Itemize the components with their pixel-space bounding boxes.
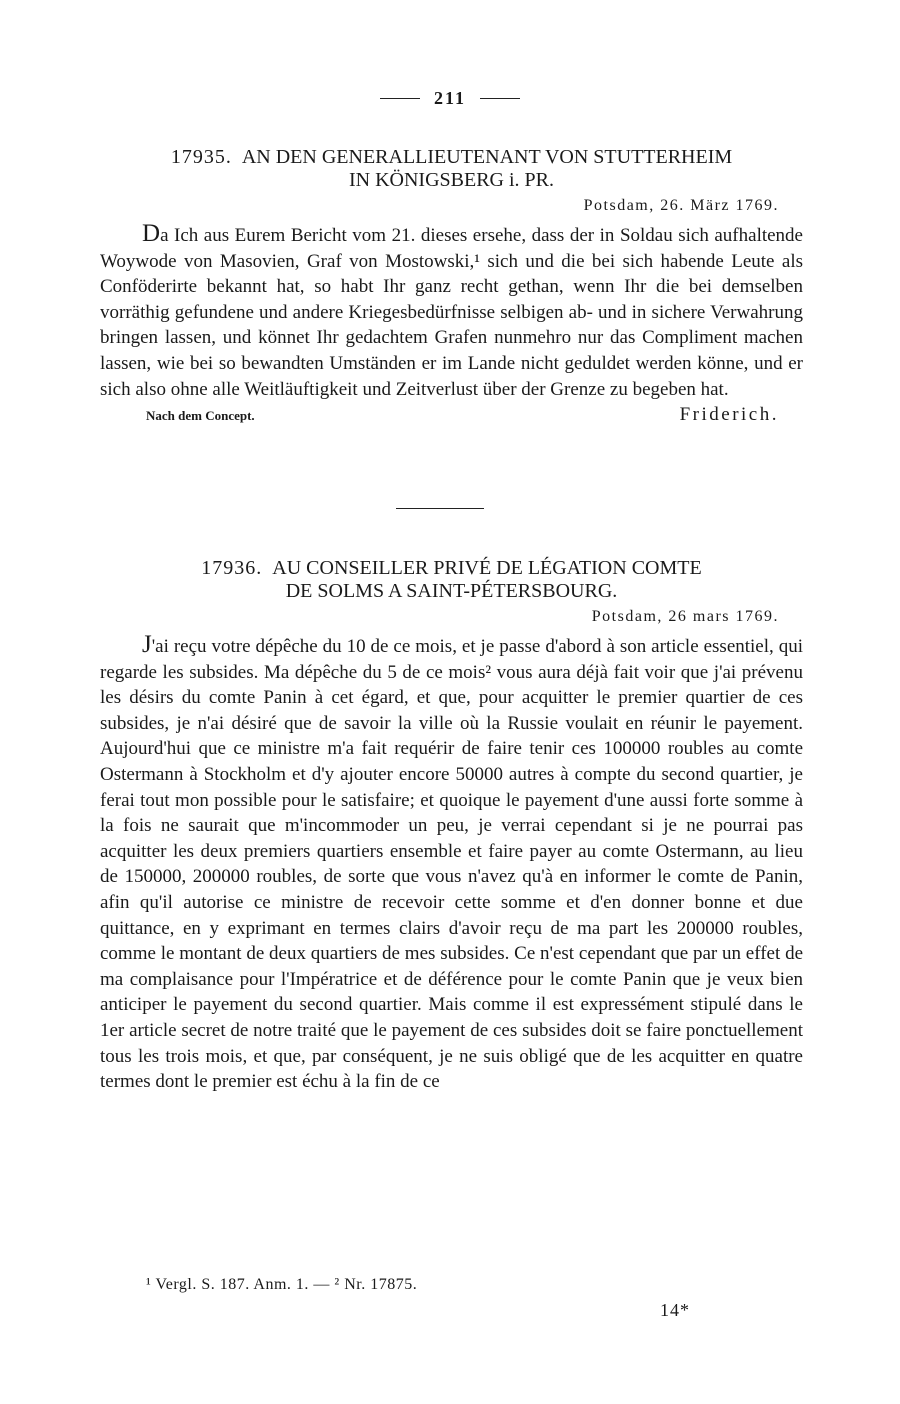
- place-date: Potsdam, 26 mars 1769.: [591, 608, 779, 625]
- header-rule-left: [380, 98, 420, 99]
- letter-closing: [100, 404, 803, 426]
- header-rule-right: [480, 98, 520, 99]
- initial-letter: J: [142, 631, 152, 658]
- page-header: [0, 88, 900, 109]
- heading-line-2: IN KÖNIGSBERG i. PR.: [348, 169, 555, 191]
- section-separator: [396, 508, 484, 509]
- heading-line-1: AN DEN GENERALLIEUTENANT VON STUTTERHEIM: [241, 146, 733, 168]
- page-number: 211: [433, 88, 466, 108]
- letter-number: 17935.: [170, 146, 232, 168]
- source-note: Nach dem Concept.: [146, 408, 255, 424]
- initial-letter: D: [142, 220, 161, 247]
- heading-line-2: DE SOLMS A SAINT-PÉTERSBOURG.: [285, 580, 618, 602]
- heading-line-1: AU CONSEILLER PRIVÉ DE LÉGATION COMTE: [272, 557, 702, 579]
- letter-17935: [100, 146, 803, 426]
- letter-heading: [100, 146, 803, 192]
- letter-body: [100, 221, 803, 402]
- footnotes: ¹ Vergl. S. 187. Anm. 1. — ² Nr. 17875.: [146, 1276, 418, 1293]
- letter-body-text: a Ich aus Eurem Bericht vom 21. dieses ersehe, dass der in Soldau sich aufhaltende Woywode von Masovien, Graf von Mostowski,¹ sich und die bei sich habende Leute als Conföderirte bekannt hat, so habt Ihr ganz recht gethan, wenn Ihr die bei demselben vorräthig gefundene und andere Kriegesbedürfnisse selbigen ab- und in sichere Verwahrung bringen lassen, und könnet Ihr gedachtem Grafen nunmehro nur das Compliment machen lassen, wie bei so bewandten Umständen er im Lande nicht geduldet werden könne, und er sich also ohne alle Weitläuftigkeit und Zeitverlust über der Grenze zu begeben hat.: [100, 225, 803, 400]
- signature: Friderich.: [679, 404, 779, 426]
- letter-body: [100, 632, 803, 1095]
- letter-number: 17936.: [201, 557, 263, 579]
- letter-17936: [100, 557, 803, 1095]
- sheet-signature: 14*: [660, 1300, 690, 1320]
- place-date: Potsdam, 26. März 1769.: [583, 197, 779, 214]
- letter-heading: [100, 557, 803, 603]
- letter-body-text: 'ai reçu votre dépêche du 10 de ce mois, et je passe d'abord à son article essentiel, qui regarde les subsides. Ma dépêche du 5 de ce mois² vous aura déjà fait voir que j'ai prévenu les désirs du comte Panin à cet égard, et que, pour acquitter le premier quartier de ces subsides, je n'ai désiré que de savoir la ville où la Russie voulait en réunir le payement. Aujourd'hui que ce ministre m'a fait requérir de faire tenir ces 100000 roubles au comte Ostermann à Stockholm et d'y ajouter encore 50000 autres à compte du second quartier, je ferai tout mon possible pour le satisfaire; et quoique le payement d'une aussi forte somme à la fois ne saurait que m'incommoder un peu, je verrai cependant si je ne pourrai pas acquitter les deux premiers quartiers ensemble et faire payer au comte Ostermann, au lieu de 150000, 200000 roubles, de sorte que vous n'avez qu'à en informer le comte de Panin, afin qu'il autorise ce ministre de recevoir cette somme et d'en donner bonne et due quittance, en y exprimant en termes clairs d'avoir reçu de ma part les 200000 roubles, comme le montant de deux quartiers de mes subsides. Ce n'est cependant que par un effet de ma complaisance pour l'Impératrice et de déférence pour le comte Panin que je veux bien anticiper le payement du second quartier. Mais comme il est expressément stipulé dans le 1er article secret de notre traité que le payement de ces subsides doit se faire ponctuellement tous les trois mois, et que, par conséquent, je ne suis obligé que de les acquitter en quatre termes dont le premier est échu à la fin de ce: [100, 636, 803, 1093]
